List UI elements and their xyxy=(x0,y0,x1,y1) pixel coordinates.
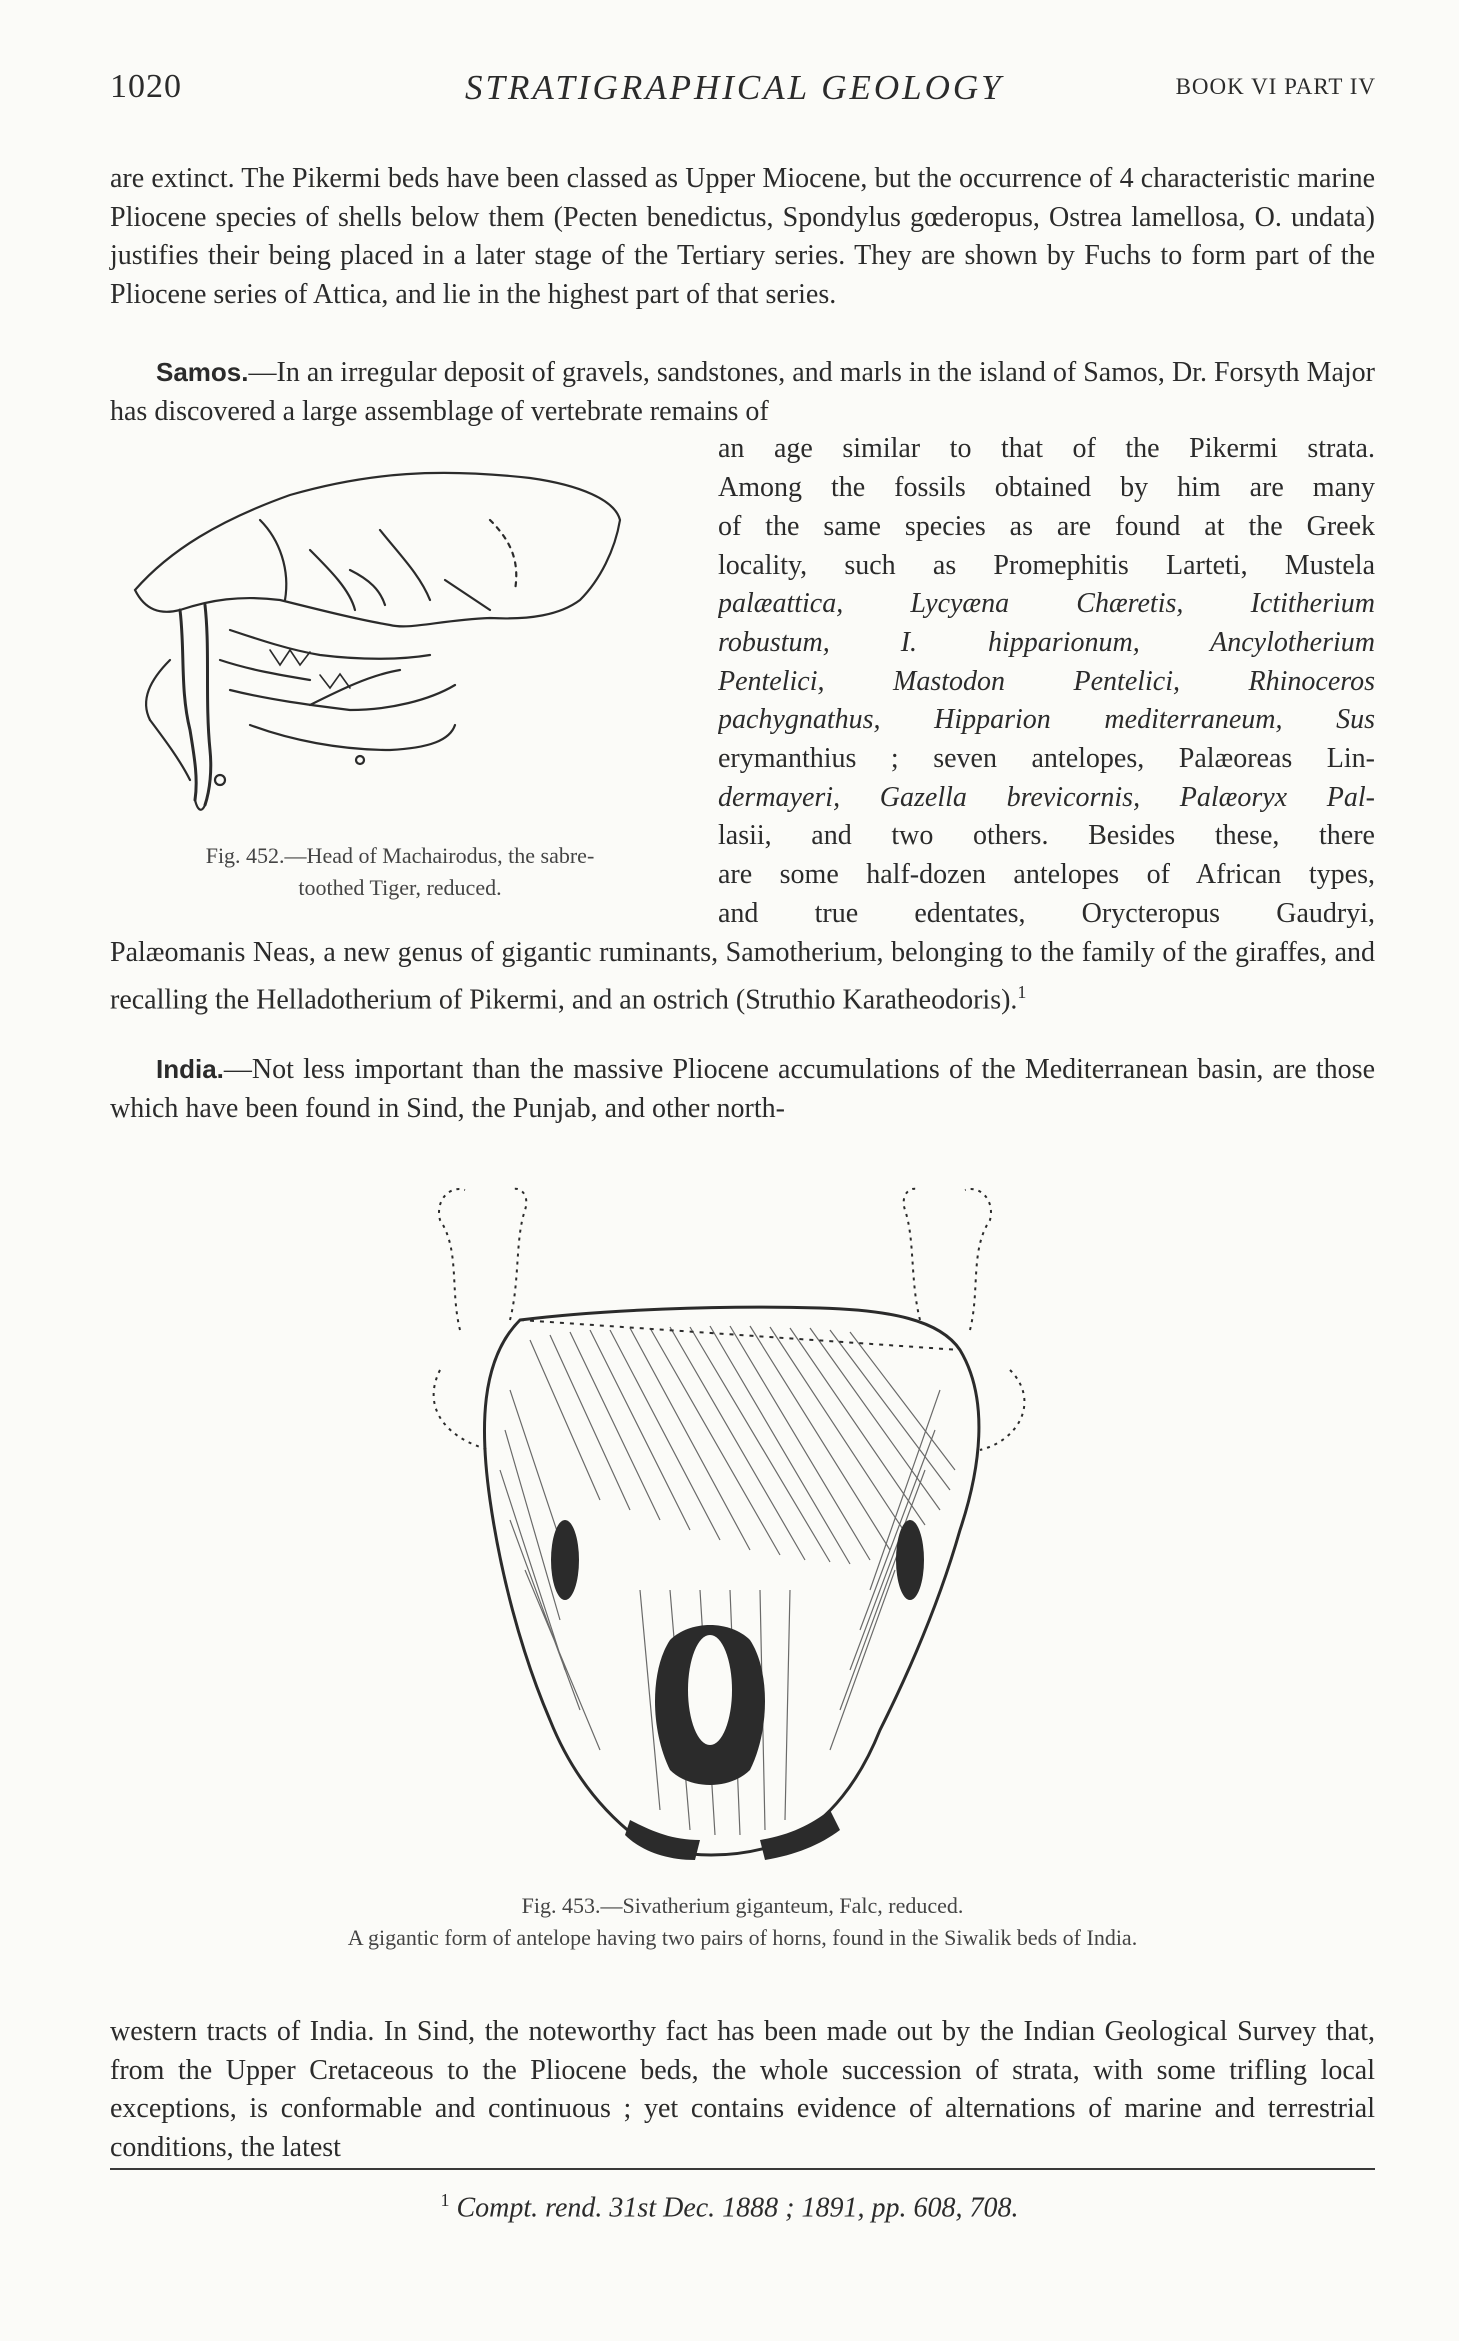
side-line: of the same species as are found at the Greek xyxy=(718,511,1375,542)
page-header xyxy=(110,68,1376,118)
footnote xyxy=(0,2190,1459,2224)
side-line: robustum, I. hipparionum, Ancylotherium xyxy=(718,627,1375,658)
figure-452-caption-line2: toothed Tiger, reduced. xyxy=(298,875,502,900)
side-line: erymanthius ; seven antelopes, Palæoreas Lin- xyxy=(718,743,1375,774)
page-number: 1020 xyxy=(110,68,182,105)
side-line: locality, such as Promephitis Larteti, Mustela xyxy=(718,550,1375,581)
samos-lead-text: —In an irregular deposit of gravels, sandstones, and marls in the island of Samos, Dr. Forsyth Major has discovered a large assemblage of vertebrate remains of xyxy=(110,357,1375,427)
machairodus-skull-illustration xyxy=(110,460,690,840)
side-line: lasii, and two others. Besides these, there xyxy=(718,820,1375,851)
side-line: and true edentates, Orycteropus Gaudryi, xyxy=(718,898,1375,929)
side-line: an age similar to that of the Pikermi strata. xyxy=(718,433,1375,464)
side-line: palæattica, Lycyæna Chæretis, Ictitherium xyxy=(718,588,1375,619)
side-line: pachygnathus, Hipparion mediterraneum, Sus xyxy=(718,704,1375,735)
section-heading-samos: Samos. xyxy=(156,357,249,387)
sivatherium-skull-illustration xyxy=(400,1170,1080,1880)
paragraph-samos-rest xyxy=(110,934,1375,1020)
figure-453-caption-line2: A gigantic form of antelope having two pairs of horns, found in the Siwalik beds of India. xyxy=(347,1925,1138,1950)
footnote-text: Compt. rend. 31st Dec. 1888 ; 1891, pp. 608, 708. xyxy=(456,2192,1019,2224)
india-text: —Not less important than the massive Pliocene accumulations of the Mediterranean basin, are those which have been found in Sind, the Punjab, and other north- xyxy=(110,1054,1375,1124)
book-part: BOOK VI PART IV xyxy=(1175,74,1376,99)
paragraph-pikermi: are extinct. The Pikermi beds have been classed as Upper Miocene, but the occurrence of 4 characteristic marine Pliocene species of shells below them (Pecten benedictus, Spondylus gœderopus, Ostrea lamellosa, O. undata) justifies their being placed in a later stage of the Tertiary series. They are shown by Fuchs to form part of the Pliocene series of Attica, and lie in the highest part of that series. xyxy=(110,163,1375,311)
figure-453-caption xyxy=(110,1890,1375,1954)
figure-452-caption-line1: Fig. 452.—Head of Machairodus, the sabre- xyxy=(205,843,595,868)
side-line: Pentelici, Mastodon Pentelici, Rhinoceros xyxy=(718,666,1375,697)
section-heading-india: India. xyxy=(156,1054,224,1084)
paragraph-samos-lead xyxy=(110,353,1375,431)
figure-452-caption xyxy=(110,840,690,904)
side-line: Among the fossils obtained by him are many xyxy=(718,472,1375,503)
footnote-rule xyxy=(110,2168,1375,2170)
samos-rest-text: Palæomanis Neas, a new genus of gigantic ruminants, Samotherium, belonging to the family of the giraffes, and recalling the Helladotherium of Pikermi, and an ostrich (Struthio Karatheodoris). xyxy=(110,937,1375,1016)
side-line: are some half-dozen antelopes of African types, xyxy=(718,859,1375,890)
footnote-mark: 1 xyxy=(440,2190,450,2210)
paragraph-india xyxy=(110,1050,1375,1128)
paragraph-western-tracts: western tracts of India. In Sind, the noteworthy fact has been made out by the Indian Geological Survey that, from the Upper Cretaceous to the Pliocene beds, the whole succession of strata, with some trifling local exceptions, is conformable and continuous ; yet contains evidence of alternations of marine and terrestrial conditions, the latest xyxy=(110,2016,1375,2164)
footnote-ref: 1 xyxy=(1017,981,1027,1002)
side-line: dermayeri, Gazella brevicornis, Palæoryx Pal- xyxy=(718,782,1375,813)
running-title: STRATIGRAPHICAL GEOLOGY xyxy=(465,68,1004,107)
figure-453-caption-line1: Fig. 453.—Sivatherium giganteum, Falc, reduced. xyxy=(521,1893,964,1918)
